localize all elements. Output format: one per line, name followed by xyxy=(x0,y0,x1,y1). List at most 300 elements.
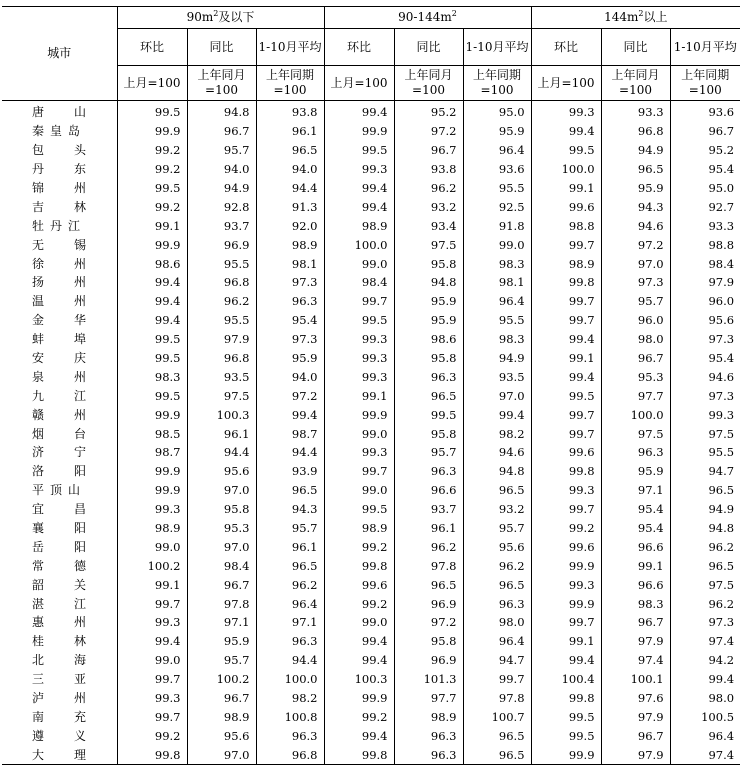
value-cell: 91.3 xyxy=(256,197,324,216)
value-cell: 94.9 xyxy=(670,500,740,519)
value-cell: 99.3 xyxy=(531,575,601,594)
value-cell: 97.5 xyxy=(670,575,740,594)
value-cell: 99.2 xyxy=(324,537,394,556)
value-cell: 99.7 xyxy=(531,500,601,519)
value-cell: 96.5 xyxy=(394,386,463,405)
value-cell: 100.0 xyxy=(601,405,670,424)
value-cell: 97.3 xyxy=(670,330,740,349)
value-cell: 96.5 xyxy=(256,141,324,160)
value-cell: 93.8 xyxy=(256,101,324,122)
value-cell: 99.1 xyxy=(601,556,670,575)
value-cell: 99.1 xyxy=(117,216,187,235)
subheader-g2-c1: 环比 xyxy=(324,29,394,66)
value-cell: 97.5 xyxy=(394,235,463,254)
value-cell: 96.7 xyxy=(394,141,463,160)
value-cell: 99.6 xyxy=(324,575,394,594)
value-cell: 95.0 xyxy=(670,179,740,198)
value-cell: 94.6 xyxy=(670,367,740,386)
city-name: 蚌埠 xyxy=(32,332,86,347)
value-cell: 96.6 xyxy=(394,481,463,500)
value-cell: 99.5 xyxy=(324,500,394,519)
city-name: 韶关 xyxy=(32,577,86,592)
value-cell: 98.6 xyxy=(117,254,187,273)
table-row xyxy=(2,481,740,500)
value-cell: 99.5 xyxy=(117,330,187,349)
base-g1-c1: 上月=100 xyxy=(117,66,187,101)
value-cell: 99.4 xyxy=(531,651,601,670)
value-cell: 99.7 xyxy=(531,235,601,254)
table-row xyxy=(2,424,740,443)
value-cell: 97.0 xyxy=(463,386,531,405)
table-row xyxy=(2,197,740,216)
city-name: 扬州 xyxy=(32,275,86,290)
city-name: 赣州 xyxy=(32,407,86,422)
value-cell: 99.7 xyxy=(463,670,531,689)
value-cell: 96.2 xyxy=(463,556,531,575)
value-cell: 99.4 xyxy=(117,292,187,311)
city-name: 济宁 xyxy=(32,445,86,460)
value-cell: 94.0 xyxy=(187,160,256,179)
value-cell: 95.6 xyxy=(187,726,256,745)
table-row xyxy=(2,122,740,141)
value-cell: 98.0 xyxy=(463,613,531,632)
value-cell: 98.5 xyxy=(117,424,187,443)
value-cell: 99.3 xyxy=(324,443,394,462)
value-cell: 95.3 xyxy=(601,367,670,386)
city-name: 吉林 xyxy=(32,199,86,214)
value-cell: 98.7 xyxy=(117,443,187,462)
value-cell: 95.9 xyxy=(463,122,531,141)
value-cell: 99.8 xyxy=(117,745,187,764)
value-cell: 95.5 xyxy=(187,254,256,273)
city-name: 平顶山 xyxy=(32,483,80,498)
value-cell: 99.5 xyxy=(117,179,187,198)
value-cell: 95.0 xyxy=(463,101,531,122)
value-cell: 99.0 xyxy=(324,254,394,273)
value-cell: 92.7 xyxy=(670,197,740,216)
value-cell: 99.3 xyxy=(324,330,394,349)
city-name: 大理 xyxy=(32,747,86,762)
value-cell: 99.4 xyxy=(256,405,324,424)
value-cell: 98.4 xyxy=(324,273,394,292)
value-cell: 93.5 xyxy=(187,367,256,386)
value-cell: 99.5 xyxy=(531,386,601,405)
city-cell xyxy=(2,386,117,405)
value-cell: 97.2 xyxy=(256,386,324,405)
table-row xyxy=(2,708,740,727)
city-cell xyxy=(2,481,117,500)
value-cell: 96.6 xyxy=(601,575,670,594)
value-cell: 94.6 xyxy=(463,443,531,462)
subheader-g2-c2: 同比 xyxy=(394,29,463,66)
city-name: 常德 xyxy=(32,558,86,573)
value-cell: 99.4 xyxy=(531,122,601,141)
city-name: 宜昌 xyxy=(32,502,86,517)
value-cell: 97.9 xyxy=(601,708,670,727)
subheader-g1-c3: 1-10月平均 xyxy=(256,29,324,66)
city-cell xyxy=(2,726,117,745)
value-cell: 96.7 xyxy=(187,122,256,141)
value-cell: 96.3 xyxy=(394,726,463,745)
city-cell xyxy=(2,160,117,179)
value-cell: 95.9 xyxy=(187,632,256,651)
value-cell: 99.4 xyxy=(531,330,601,349)
price-index-table xyxy=(2,6,740,765)
table-row xyxy=(2,500,740,519)
value-cell: 99.4 xyxy=(324,179,394,198)
value-cell: 98.2 xyxy=(256,689,324,708)
value-cell: 99.9 xyxy=(531,745,601,764)
value-cell: 99.1 xyxy=(531,179,601,198)
value-cell: 96.3 xyxy=(463,594,531,613)
value-cell: 97.2 xyxy=(394,122,463,141)
base-g3-c1: 上月=100 xyxy=(531,66,601,101)
value-cell: 99.5 xyxy=(117,386,187,405)
value-cell: 98.3 xyxy=(463,330,531,349)
value-cell: 99.5 xyxy=(531,726,601,745)
value-cell: 99.5 xyxy=(324,141,394,160)
value-cell: 99.8 xyxy=(531,689,601,708)
value-cell: 94.0 xyxy=(256,367,324,386)
city-name: 泸州 xyxy=(32,691,86,706)
value-cell: 96.9 xyxy=(394,594,463,613)
value-cell: 99.7 xyxy=(531,311,601,330)
value-cell: 95.9 xyxy=(394,311,463,330)
city-name: 北海 xyxy=(32,653,86,668)
city-name: 烟台 xyxy=(32,426,86,441)
value-cell: 99.9 xyxy=(324,405,394,424)
value-cell: 96.7 xyxy=(187,689,256,708)
value-cell: 100.5 xyxy=(670,708,740,727)
base-g3-c3: 上年同期=100 xyxy=(670,66,740,101)
value-cell: 99.2 xyxy=(117,726,187,745)
value-cell: 99.0 xyxy=(117,537,187,556)
value-cell: 95.4 xyxy=(670,349,740,368)
value-cell: 95.7 xyxy=(256,519,324,538)
city-name: 锦州 xyxy=(32,181,86,195)
subheader-g2-c3: 1-10月平均 xyxy=(463,29,531,66)
city-name: 温州 xyxy=(32,294,86,309)
value-cell: 96.5 xyxy=(463,575,531,594)
table-row xyxy=(2,745,740,764)
value-cell: 99.1 xyxy=(531,632,601,651)
city-cell xyxy=(2,651,117,670)
value-cell: 96.8 xyxy=(601,122,670,141)
value-cell: 96.9 xyxy=(394,651,463,670)
city-name: 九江 xyxy=(32,388,86,403)
table-row xyxy=(2,292,740,311)
value-cell: 96.8 xyxy=(187,349,256,368)
city-cell xyxy=(2,216,117,235)
value-cell: 99.9 xyxy=(117,122,187,141)
value-cell: 99.1 xyxy=(117,575,187,594)
value-cell: 98.8 xyxy=(531,216,601,235)
value-cell: 97.0 xyxy=(187,537,256,556)
value-cell: 95.4 xyxy=(670,160,740,179)
city-name: 牡丹江 xyxy=(32,218,80,233)
value-cell: 97.3 xyxy=(601,273,670,292)
value-cell: 99.3 xyxy=(324,349,394,368)
value-cell: 98.9 xyxy=(187,708,256,727)
value-cell: 94.7 xyxy=(463,651,531,670)
value-cell: 96.1 xyxy=(256,537,324,556)
value-cell: 98.0 xyxy=(670,689,740,708)
value-cell: 97.3 xyxy=(670,613,740,632)
value-cell: 100.2 xyxy=(187,670,256,689)
group-header-over-144: $144m^2$以上 xyxy=(531,7,740,29)
value-cell: 95.6 xyxy=(187,462,256,481)
value-cell: 96.1 xyxy=(256,122,324,141)
value-cell: 97.8 xyxy=(394,556,463,575)
price-index-table-wrapper xyxy=(2,6,740,765)
value-cell: 94.8 xyxy=(670,519,740,538)
city-cell xyxy=(2,443,117,462)
table-row xyxy=(2,179,740,198)
value-cell: 99.6 xyxy=(531,443,601,462)
value-cell: 99.5 xyxy=(117,349,187,368)
value-cell: 100.3 xyxy=(324,670,394,689)
value-cell: 96.7 xyxy=(601,613,670,632)
table-row xyxy=(2,726,740,745)
value-cell: 97.1 xyxy=(187,613,256,632)
table-row xyxy=(2,670,740,689)
value-cell: 99.6 xyxy=(531,537,601,556)
value-cell: 95.8 xyxy=(394,424,463,443)
city-cell xyxy=(2,708,117,727)
value-cell: 99.7 xyxy=(531,292,601,311)
value-cell: 94.2 xyxy=(670,651,740,670)
city-cell xyxy=(2,330,117,349)
value-cell: 100.1 xyxy=(601,670,670,689)
value-cell: 94.4 xyxy=(256,443,324,462)
value-cell: 99.4 xyxy=(117,311,187,330)
value-cell: 99.5 xyxy=(531,141,601,160)
value-cell: 99.3 xyxy=(324,367,394,386)
value-cell: 97.5 xyxy=(601,424,670,443)
value-cell: 93.9 xyxy=(256,462,324,481)
value-cell: 98.9 xyxy=(256,235,324,254)
value-cell: 99.4 xyxy=(117,273,187,292)
city-cell xyxy=(2,745,117,764)
value-cell: 99.4 xyxy=(531,367,601,386)
table-row xyxy=(2,462,740,481)
value-cell: 99.7 xyxy=(531,405,601,424)
value-cell: 97.9 xyxy=(187,330,256,349)
table-row xyxy=(2,367,740,386)
value-cell: 96.5 xyxy=(256,556,324,575)
value-cell: 96.3 xyxy=(256,632,324,651)
value-cell: 97.6 xyxy=(601,689,670,708)
value-cell: 96.2 xyxy=(670,537,740,556)
value-cell: 99.9 xyxy=(117,462,187,481)
city-name: 三亚 xyxy=(32,672,86,687)
value-cell: 94.0 xyxy=(256,160,324,179)
value-cell: 99.0 xyxy=(324,613,394,632)
value-cell: 91.8 xyxy=(463,216,531,235)
value-cell: 98.4 xyxy=(670,254,740,273)
table-row xyxy=(2,254,740,273)
value-cell: 96.7 xyxy=(601,726,670,745)
value-cell: 94.3 xyxy=(601,197,670,216)
value-cell: 96.3 xyxy=(394,462,463,481)
value-cell: 93.3 xyxy=(601,101,670,122)
city-cell xyxy=(2,311,117,330)
subheader-g1-c1: 环比 xyxy=(117,29,187,66)
value-cell: 96.3 xyxy=(394,745,463,764)
value-cell: 93.5 xyxy=(463,367,531,386)
value-cell: 97.9 xyxy=(601,745,670,764)
table-row xyxy=(2,443,740,462)
value-cell: 99.5 xyxy=(394,405,463,424)
value-cell: 99.4 xyxy=(463,405,531,424)
value-cell: 96.2 xyxy=(394,179,463,198)
city-name: 无锡 xyxy=(32,237,86,252)
table-row xyxy=(2,537,740,556)
city-cell xyxy=(2,575,117,594)
value-cell: 97.4 xyxy=(670,745,740,764)
value-cell: 99.3 xyxy=(117,500,187,519)
value-cell: 98.8 xyxy=(670,235,740,254)
value-cell: 99.2 xyxy=(324,708,394,727)
value-cell: 99.1 xyxy=(531,349,601,368)
value-cell: 96.6 xyxy=(601,537,670,556)
base-g1-c3: 上年同期=100 xyxy=(256,66,324,101)
group-header-under-90: $90m^2$及以下 xyxy=(117,7,324,29)
value-cell: 97.4 xyxy=(670,632,740,651)
value-cell: 98.3 xyxy=(601,594,670,613)
value-cell: 97.3 xyxy=(256,273,324,292)
city-name: 秦皇岛 xyxy=(32,124,80,139)
value-cell: 96.2 xyxy=(670,594,740,613)
value-cell: 93.6 xyxy=(463,160,531,179)
city-cell xyxy=(2,424,117,443)
table-row xyxy=(2,575,740,594)
value-cell: 96.7 xyxy=(187,575,256,594)
value-cell: 95.4 xyxy=(601,519,670,538)
city-cell xyxy=(2,349,117,368)
city-cell xyxy=(2,594,117,613)
value-cell: 99.1 xyxy=(324,386,394,405)
subheader-g1-c2: 同比 xyxy=(187,29,256,66)
value-cell: 96.7 xyxy=(670,122,740,141)
city-cell xyxy=(2,613,117,632)
value-cell: 99.9 xyxy=(117,481,187,500)
value-cell: 96.4 xyxy=(463,632,531,651)
value-cell: 99.9 xyxy=(324,689,394,708)
city-column-header: 城市 xyxy=(2,7,117,101)
value-cell: 96.3 xyxy=(256,726,324,745)
value-cell: 95.7 xyxy=(187,651,256,670)
base-g2-c3: 上年同期=100 xyxy=(463,66,531,101)
value-cell: 99.9 xyxy=(531,556,601,575)
value-cell: 95.7 xyxy=(601,292,670,311)
value-cell: 100.0 xyxy=(531,160,601,179)
city-cell xyxy=(2,500,117,519)
value-cell: 99.0 xyxy=(117,651,187,670)
value-cell: 95.5 xyxy=(670,443,740,462)
value-cell: 95.4 xyxy=(256,311,324,330)
value-cell: 97.0 xyxy=(187,745,256,764)
value-cell: 95.8 xyxy=(394,254,463,273)
city-name: 桂林 xyxy=(32,634,86,649)
value-cell: 99.4 xyxy=(324,651,394,670)
base-g1-c2: 上年同月=100 xyxy=(187,66,256,101)
value-cell: 95.7 xyxy=(394,443,463,462)
value-cell: 95.8 xyxy=(187,500,256,519)
value-cell: 95.7 xyxy=(463,519,531,538)
value-cell: 98.6 xyxy=(394,330,463,349)
value-cell: 98.9 xyxy=(324,216,394,235)
table-row xyxy=(2,330,740,349)
value-cell: 99.7 xyxy=(117,670,187,689)
value-cell: 95.5 xyxy=(187,311,256,330)
table-row xyxy=(2,386,740,405)
city-name: 遵义 xyxy=(32,728,86,743)
table-body xyxy=(2,101,740,765)
value-cell: 96.4 xyxy=(463,141,531,160)
table-row xyxy=(2,689,740,708)
base-g2-c1: 上月=100 xyxy=(324,66,394,101)
value-cell: 94.8 xyxy=(187,101,256,122)
value-cell: 98.9 xyxy=(394,708,463,727)
value-cell: 98.2 xyxy=(463,424,531,443)
table-row xyxy=(2,101,740,122)
value-cell: 97.7 xyxy=(601,386,670,405)
city-name: 襄阳 xyxy=(32,521,86,536)
value-cell: 99.9 xyxy=(324,122,394,141)
city-cell xyxy=(2,556,117,575)
value-cell: 93.8 xyxy=(394,160,463,179)
value-cell: 96.3 xyxy=(256,292,324,311)
value-cell: 100.8 xyxy=(256,708,324,727)
value-cell: 99.3 xyxy=(531,101,601,122)
value-cell: 97.3 xyxy=(670,386,740,405)
value-cell: 99.5 xyxy=(117,101,187,122)
value-cell: 99.3 xyxy=(670,405,740,424)
table-header xyxy=(2,7,740,101)
city-name: 泉州 xyxy=(32,369,86,384)
value-cell: 99.0 xyxy=(324,424,394,443)
table-row xyxy=(2,311,740,330)
table-row xyxy=(2,349,740,368)
value-cell: 96.9 xyxy=(187,235,256,254)
value-cell: 99.2 xyxy=(117,197,187,216)
value-cell: 97.3 xyxy=(256,330,324,349)
value-cell: 95.5 xyxy=(463,179,531,198)
value-cell: 96.3 xyxy=(601,443,670,462)
value-cell: 99.7 xyxy=(531,613,601,632)
value-cell: 98.0 xyxy=(601,330,670,349)
value-cell: 94.9 xyxy=(601,141,670,160)
value-cell: 99.4 xyxy=(324,197,394,216)
value-cell: 97.9 xyxy=(670,273,740,292)
value-cell: 97.5 xyxy=(187,386,256,405)
value-cell: 94.4 xyxy=(256,651,324,670)
value-cell: 95.9 xyxy=(256,349,324,368)
value-cell: 96.2 xyxy=(187,292,256,311)
table-row xyxy=(2,594,740,613)
table-row xyxy=(2,519,740,538)
value-cell: 94.7 xyxy=(670,462,740,481)
value-cell: 99.7 xyxy=(324,462,394,481)
base-g3-c2: 上年同月=100 xyxy=(601,66,670,101)
value-cell: 97.9 xyxy=(601,632,670,651)
city-name: 湛江 xyxy=(32,596,86,611)
city-cell xyxy=(2,197,117,216)
value-cell: 95.7 xyxy=(187,141,256,160)
value-cell: 95.9 xyxy=(394,292,463,311)
city-cell xyxy=(2,367,117,386)
